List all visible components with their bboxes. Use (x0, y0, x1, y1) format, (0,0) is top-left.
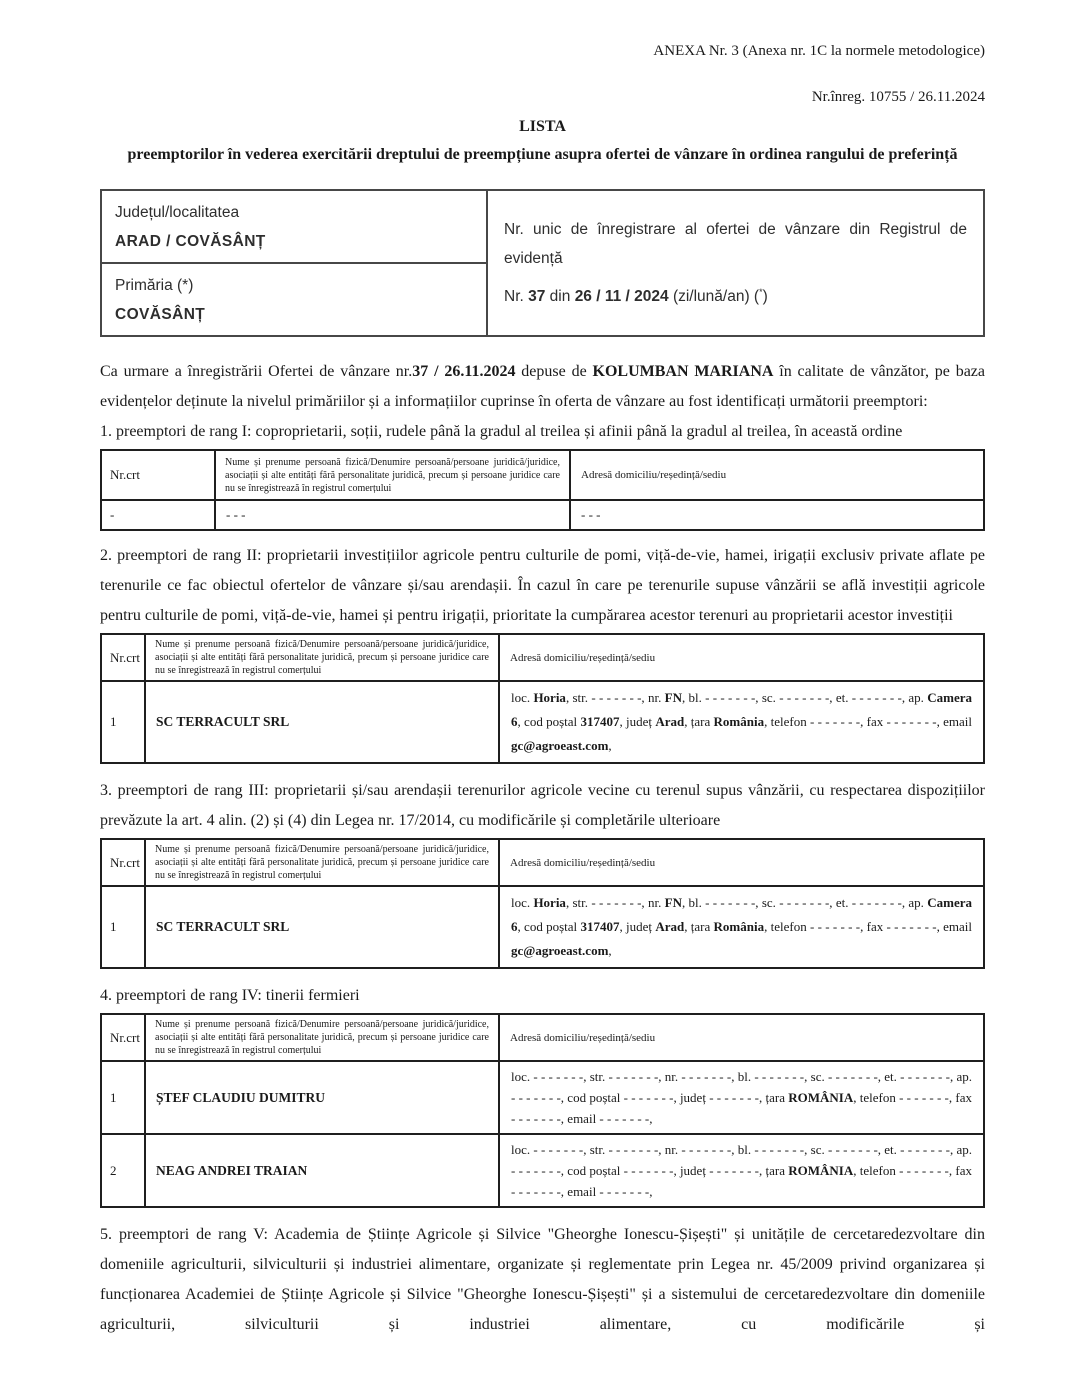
cell-address: - - - (570, 500, 984, 530)
offer-registration-cell (487, 190, 984, 336)
offer-registration-text: Nr. unic de înregistrare al ofertei de vânzare din Registrul de evidență (504, 220, 967, 267)
col-header-nr: Nr.crt (101, 839, 145, 886)
col-header-nr: Nr.crt (101, 450, 215, 500)
cell-name: SC TERRACULT SRL (145, 886, 499, 968)
cell-address: loc. Horia, str. - - - - - - -, nr. FN, bl. - - - - - - -, sc. - - - - - - -, et. - - - - - - -, ap. Camera 6, cod poștal 317407, județ Arad, țara România, telefon - - - - - - -, fax - - - - - - -, email gc@agroeast.com, (499, 681, 984, 763)
county-row (101, 190, 984, 263)
cell-nr: 1 (101, 886, 145, 968)
cell-name: NEAG ANDREI TRAIAN (145, 1134, 499, 1207)
rank4-heading: 4. preemptori de rang IV: tinerii fermieri (100, 987, 360, 1004)
cell-name: ȘTEF CLAUDIU DUMITRU (145, 1061, 499, 1134)
rank3-table (100, 838, 985, 969)
table-header-row (101, 1014, 984, 1061)
cell-nr: 2 (101, 1134, 145, 1207)
city-hall-label: Primăria (*) (115, 276, 194, 294)
city-hall-cell (101, 263, 487, 336)
col-header-address: Adresă domiciliu/reședință/sediu (499, 1014, 984, 1061)
rank4-table (100, 1013, 985, 1208)
col-header-nr: Nr.crt (101, 1014, 145, 1061)
cell-name: - - - (215, 500, 570, 530)
col-header-address: Adresă domiciliu/reședință/sediu (499, 839, 984, 886)
document-subtitle: preemptorilor în vederea exercitării dreptului de preempțiune asupra ofertei de vânzare în ordinea rangului de preferință (127, 146, 958, 163)
rank3-heading: 3. preemptori de rang III: proprietarii și/sau arendașii terenurilor agricole vecine cu terenul supus vânzării, cu respectarea dispozițiilor prevăzute la art. 4 alin. (2) și (4) din Legea nr. 17/2014, cu modificările și completările ulterioare (100, 782, 985, 829)
county-locality-value: ARAD / COVĂSÂNȚ (115, 232, 266, 250)
rank2-heading: 2. preemptori de rang II: proprietarii investițiilor agricole pentru culturile de pomi, viță-de-vie, hamei, irigații exclusiv private aflate pe terenurile ce fac obiectul ofertelor de vânzare și/sau arendașii. În cazul în care pe terenurile supuse vânzării se află investiții agricole pentru culturile de pomi, viță-de-vie, hamei și pentru irigații, prioritate la cumpărarea acestor terenuri au proprietarii acestor investiții (100, 547, 985, 624)
table-row (101, 500, 984, 530)
county-locality-label: Județul/localitatea (115, 203, 240, 221)
intro-paragraph: Ca urmare a înregistrării Ofertei de vânzare nr.37 / 26.11.2024 depuse de KOLUMBAN MARIANA în calitate de vânzător, pe baza evidențelor deținute la nivelul primăriilor și a informațiilor cuprinse în oferta de vânzare au fost identificați următorii preemptori: (100, 363, 986, 410)
cell-address: loc. - - - - - - -, str. - - - - - - -, nr. - - - - - - -, bl. - - - - - - -, sc. - - - - - - -, et. - - - - - - -, ap. - - - - - - -, cod poștal - - - - - - -, județ - - - - - - -, țara ROMÂNIA, telefon - - - - - - -, fax - - - - - - -, email - - - - - - -, (499, 1061, 984, 1134)
county-registry-table (100, 189, 985, 337)
rank2-table (100, 633, 985, 764)
city-hall-value: COVĂSÂNȚ (115, 305, 206, 323)
offer-registration-number: Nr. 37 din 26 / 11 / 2024 (zi/lună/an) (*) (504, 286, 768, 306)
table-row (101, 681, 984, 763)
table-row (101, 1134, 984, 1207)
col-header-address: Adresă domiciliu/reședință/sediu (499, 634, 984, 681)
registration-number-line: Nr.înreg. 10755 / 26.11.2024 (811, 89, 985, 105)
table-header-row (101, 634, 984, 681)
document-title: LISTA (519, 118, 566, 135)
rank1-table (100, 449, 985, 531)
col-header-name: Nume și prenume persoană fizică/Denumire persoană/persoane juridică/juridice, asociații și alte entități fără personalitate juridică, precum și persoane juridice care nu se înregistrează în registrul comerțului (145, 1014, 499, 1061)
col-header-name: Nume și prenume persoană fizică/Denumire persoană/persoane juridică/juridice, asociații și alte entități fără personalitate juridică, precum și persoane juridice care nu se înregistrează în registrul comerțului (145, 839, 499, 886)
rank5-heading: 5. preemptori de rang V: Academia de Științe Agricole și Silvice "Gheorghe Ionescu-Șișești" și unitățile de cercetaredezvoltare din domeniile agriculturii, silviculturii și industriei alimentare, organizate și reglementate prin Legea nr. 45/2009 privind organizarea și funcționarea Academiei de Științe Agricole și Silvice "Gheorghe Ionescu-Șișești" și a sistemului de cercetaredezvoltare din domeniile agriculturii, silviculturii și industriei alimentare, cu modificările și (100, 1226, 985, 1333)
col-header-name: Nume și prenume persoană fizică/Denumire persoană/persoane juridică/juridice, asociații și alte entități fără personalitate juridică, precum și persoane juridice care nu se înregistrează în registrul comerțului (215, 450, 570, 500)
cell-address: loc. - - - - - - -, str. - - - - - - -, nr. - - - - - - -, bl. - - - - - - -, sc. - - - - - - -, et. - - - - - - -, ap. - - - - - - -, cod poștal - - - - - - -, județ - - - - - - -, țara ROMÂNIA, telefon - - - - - - -, fax - - - - - - -, email - - - - - - -, (499, 1134, 984, 1207)
table-row (101, 886, 984, 968)
col-header-address: Adresă domiciliu/reședință/sediu (570, 450, 984, 500)
cell-nr: - (101, 500, 215, 530)
table-row (101, 1061, 984, 1134)
col-header-nr: Nr.crt (101, 634, 145, 681)
cell-name: SC TERRACULT SRL (145, 681, 499, 763)
table-header-row (101, 839, 984, 886)
county-locality-cell (101, 190, 487, 263)
table-header-row (101, 450, 984, 500)
col-header-name: Nume și prenume persoană fizică/Denumire persoană/persoane juridică/juridice, asociații și alte entități fără personalitate juridică, precum și persoane juridice care nu se înregistrează în registrul comerțului (145, 634, 499, 681)
annex-reference: ANEXA Nr. 3 (Anexa nr. 1C la normele metodologice) (653, 43, 985, 59)
cell-nr: 1 (101, 1061, 145, 1134)
cell-address: loc. Horia, str. - - - - - - -, nr. FN, bl. - - - - - - -, sc. - - - - - - -, et. - - - - - - -, ap. Camera 6, cod poștal 317407, județ Arad, țara România, telefon - - - - - - -, fax - - - - - - -, email gc@agroeast.com, (499, 886, 984, 968)
rank1-heading: 1. preemptori de rang I: coproprietarii, soții, rudele până la gradul al treilea și afinii până la gradul al treilea, în această ordine (100, 423, 903, 440)
cell-nr: 1 (101, 681, 145, 763)
